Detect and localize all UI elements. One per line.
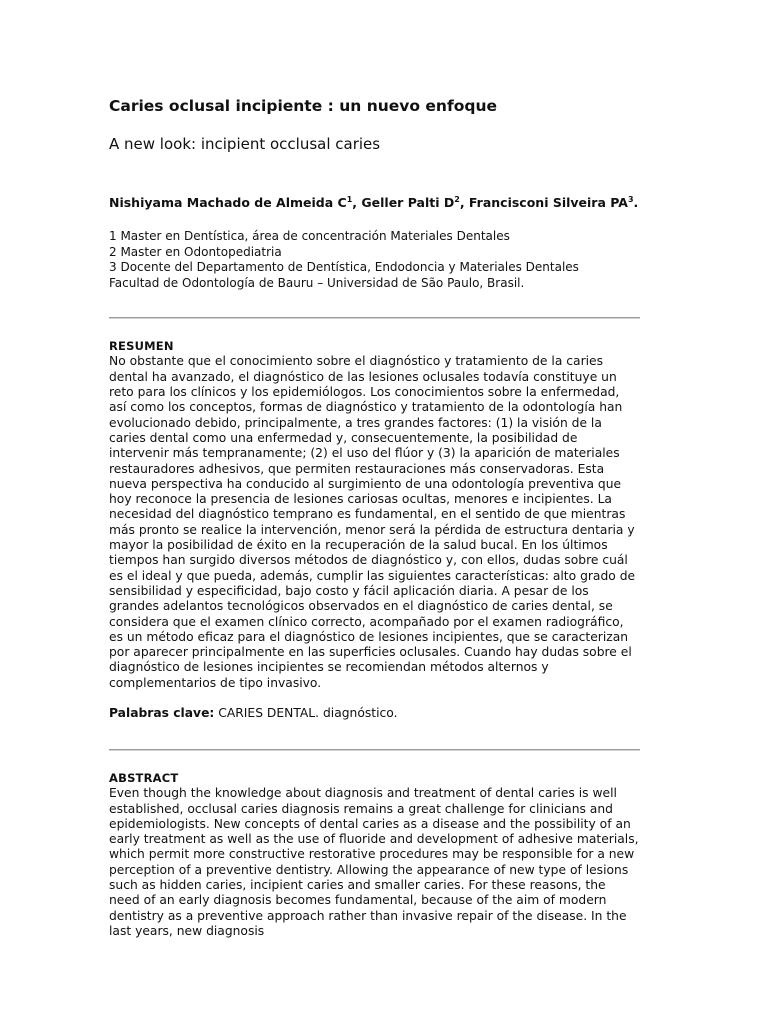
resumen-heading: RESUMEN (109, 339, 174, 354)
article-content (109, 96, 640, 939)
resumen-text: No obstante que el conocimiento sobre el diagnóstico y tratamiento de la caries dental ha avanzado, el diagnóstico de las lesiones oclusales todavía constituye un reto para los clínicos y los epidemiólogos. Los conocimientos sobre la enfermedad, así como los conceptos, formas de diagnóstico y tratamiento de la odontología han evolucionado debido, principalmente, a tres grandes factores: (1) la visión de la caries dental como una enfermedad y, consecuentemente, la posibilidad de intervenir más tempranamente; (2) el uso del flúor y (3) la aparición de materiales restauradores adhesivos, que permiten restauraciones más conservadoras. Esta nueva perspectiva ha conducido al surgimiento de una odontología preventiva que hoy reconoce la presencia de lesiones cariosas ocultas, menores e incipientes. La necesidad del diagnóstico temprano es fundamental, en el sentido de que mientras más pronto se realice la intervención, menor será la pérdida de estructura dentaria y mayor la posibilidad de éxito en la recuperación de la salud bucal. En los últimos tiempos han surgido diversos métodos de diagnóstico y, con ellos, dudas sobre cuál es el ideal y que pueda, además, cumplir las siguientes características: alto grado de sensibilidad y especificidad, bajo costo y fácil aplicación diaria. A pesar de los grandes adelantos tecnológicos observados en el diagnóstico de caries dental, se considera que el examen clínico correcto, acompañado por el examen radiográfico, es un método eficaz para el diagnóstico de lesiones incipientes, que se caracterizan por aparecer principalmente en las superficies oclusales. Cuando hay dudas sobre el diagnóstico de lesiones incipientes se recomiendan métodos alternos y complementarios de tipo invasivo. (109, 354, 636, 690)
section-divider (109, 749, 640, 751)
resumen-section (109, 339, 640, 721)
author-name: Francisconi Silveira PA (468, 195, 628, 211)
keywords-value: CARIES DENTAL. diagnóstico. (214, 705, 398, 720)
keywords (109, 705, 640, 721)
affiliation-marker: 3 (627, 195, 634, 204)
author-separator: , (459, 195, 469, 211)
abstract-text: Even though the knowledge about diagnosis and treatment of dental caries is well established, occlusal caries diagnosis remains a great challenge for clinicians and epidemiologists. New concepts of dental caries as a disease and the possibility of an early treatment as well as the use of fluoride and development of adhesive materials, which permit more constructive restorative procedures may be responsible for a new perception of a preventive dentistry. Allowing the appearance of new type of lesions such as hidden caries, incipient caries and smaller caries. For these reasons, the need of an early diagnosis becomes fundamental, because of the aim of modern dentistry as a preventive approach rather than invasive repair of the disease. In the last years, new diagnosis (109, 786, 639, 938)
affiliation-marker: 2 (454, 195, 460, 204)
author-name: Nishiyama Machado de Almeida C (109, 195, 347, 211)
author-separator: , (352, 195, 362, 211)
affiliation-line: Facultad de Odontología de Bauru – Universidad de São Paulo, Brasil. (109, 275, 525, 290)
author-name: Geller Palti D (361, 195, 455, 211)
abstract-section (109, 771, 640, 939)
keywords-label: Palabras clave: (109, 705, 215, 720)
affiliation-marker: 1 (346, 195, 353, 204)
affiliation-line: 3 Docente del Departamento de Dentística, Endodoncia y Materiales Dentales (109, 260, 579, 275)
article-title: Caries oclusal incipiente : un nuevo enfoque (109, 97, 497, 115)
affiliation-line: 1 Master en Dentística, área de concentración Materiales Dentales (109, 229, 510, 244)
article-subtitle: A new look: incipient occlusal caries (109, 135, 381, 153)
author-list (109, 192, 640, 211)
author-list-end: . (633, 195, 639, 211)
section-divider (109, 317, 640, 319)
affiliation-line: 2 Master en Odontopediatria (109, 244, 282, 259)
abstract-heading: ABSTRACT (109, 770, 179, 785)
affiliations (109, 229, 640, 291)
